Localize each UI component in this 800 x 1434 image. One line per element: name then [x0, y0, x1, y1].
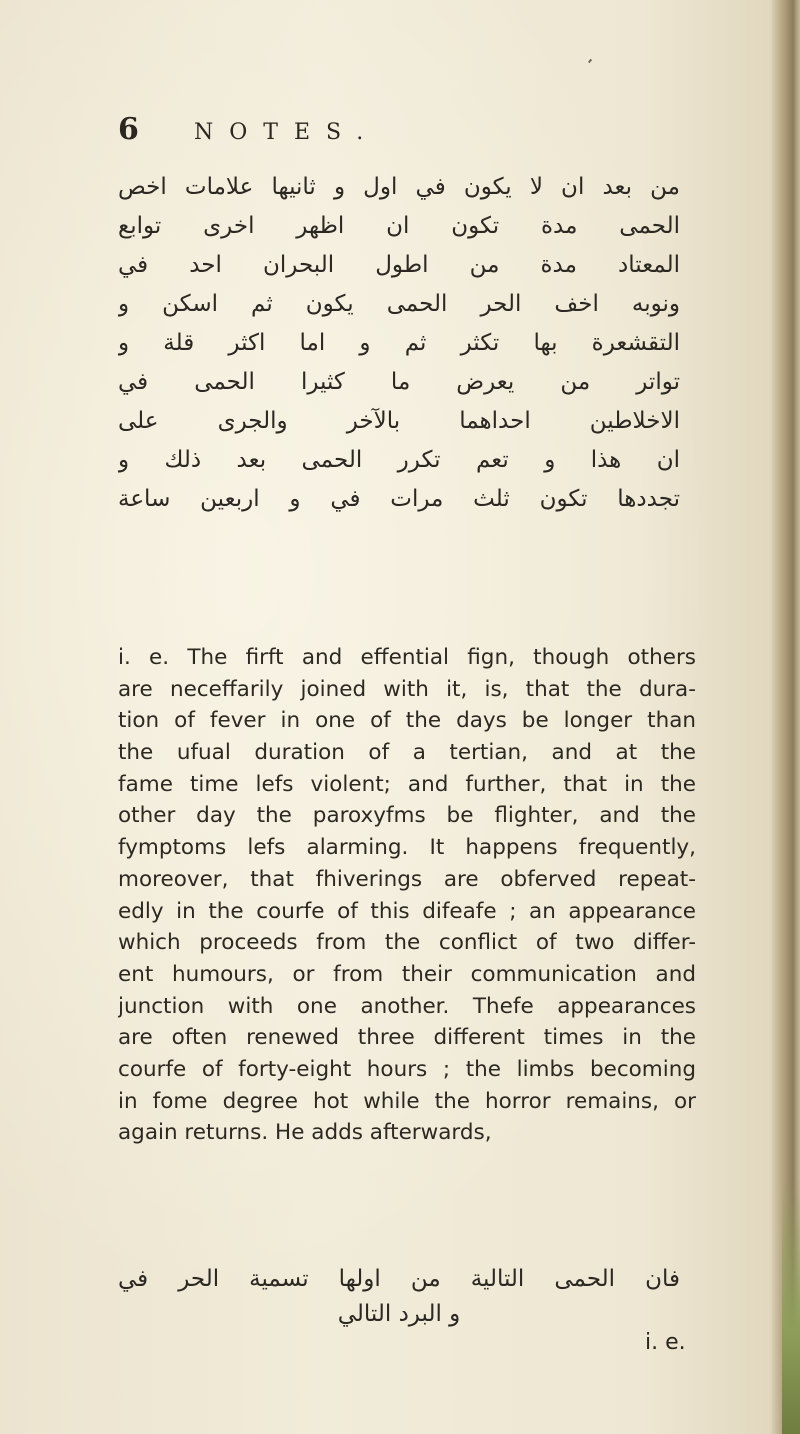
text-line: again returns. He adds afterwards, [118, 1120, 492, 1146]
arabic-line: الاخلاطين احداهما بالآخر والجرى على [118, 408, 680, 434]
text-line: are often renewed three different times in the [118, 1025, 696, 1051]
arabic-line: ان هذا و تعم تكرر الحمى بعد ذلك و [118, 447, 680, 473]
text-line: which proceeds from the conflict of two differ- [118, 930, 696, 956]
page-edge-shadow [772, 0, 800, 1434]
ink-mark [588, 59, 600, 70]
arabic-quotation [118, 1262, 680, 1332]
text-line: fymptoms lefs alarming. It happens frequently, [118, 835, 696, 861]
arabic-line: ونوبه اخف الحر الحمى يكون ثم اسكن و [118, 291, 680, 317]
text-line: in fome degree hot while the horror remains, or [118, 1088, 696, 1114]
arabic-line: التقشعرة بها تكثر ثم و اما اكثر قلة و [118, 330, 680, 356]
page-header [118, 112, 379, 162]
text-line: are neceffarily joined with it, is, that the dura- [118, 676, 696, 702]
arabic-passage [118, 168, 680, 519]
text-line: fame time lefs violent; and further, that in the [118, 771, 696, 797]
english-translation [118, 642, 696, 1149]
arabic-line: فان الحمى التالية من اولها تسمية الحر في [118, 1266, 680, 1292]
text-line: i. e. The firft and effential fign, though others [118, 645, 696, 670]
text-line: edly in the courfe of this difeafe ; an appearance [118, 898, 696, 924]
text-line: ent humours, or from their communication and [118, 961, 696, 987]
arabic-line: تجددها تكون ثلث مرات في و اربعين ساعة [118, 486, 680, 512]
text-line: the ufual duration of a tertian, and at the [118, 740, 696, 766]
arabic-line: الحمى مدة تكون ان اظهر اخرى توابع [118, 213, 680, 239]
text-line: courfe of forty-eight hours ; the limbs becoming [118, 1056, 696, 1082]
page-number: 6 [118, 112, 139, 147]
arabic-line: المعتاد مدة من اطول البحران احد في [118, 252, 680, 278]
catchword: i. e. [645, 1330, 686, 1355]
arabic-line: و البرد التالي [337, 1301, 461, 1327]
running-title: NOTES. [194, 120, 380, 145]
text-line: junction with one another. Thefe appearances [118, 993, 696, 1019]
arabic-line: من بعد ان لا يكون في اول و ثانيها علامات اخص [118, 174, 680, 200]
arabic-line: تواتر من يعرض ما كثيرا الحمى في [118, 369, 680, 395]
text-line: moreover, that fhiverings are obferved repeat- [118, 866, 696, 892]
text-line: other day the paroxyfms be flighter, and the [118, 803, 696, 829]
text-line: tion of fever in one of the days be longer than [118, 708, 696, 734]
